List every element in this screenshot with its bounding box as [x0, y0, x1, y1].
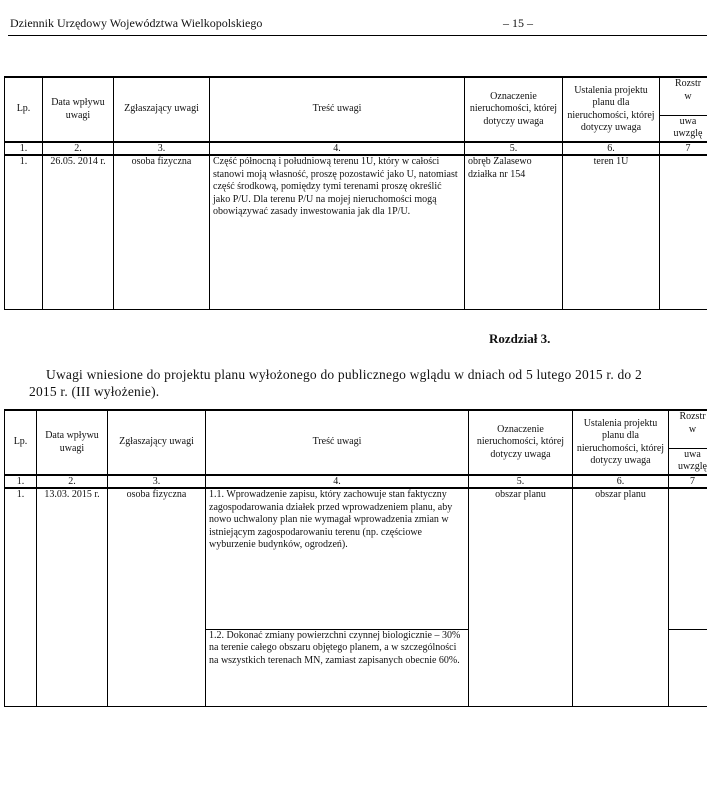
- section-intro: Uwagi wniesione do projektu planu wyłożonego do publicznego wglądu w dniach od 5 lutego 2015 r. do 2 2015 r. (III wyłożenie).: [29, 367, 642, 399]
- col-property-header: Oznaczenie nieruchomości, której dotyczy uwaga: [469, 410, 573, 475]
- num-cell: 6.: [563, 142, 660, 155]
- col-submitter-header: Zgłaszający uwagi: [114, 77, 210, 142]
- row-lp: 1.: [5, 488, 37, 706]
- num-cell: 4.: [206, 475, 469, 488]
- row-resolution-2: [669, 629, 707, 706]
- col-content-header: Treść uwagi: [210, 77, 465, 142]
- col-plan-header: Ustalenia projektu planu dla nieruchomości, której dotyczy uwaga: [573, 410, 669, 475]
- row-submitter: osoba fizyczna: [108, 488, 206, 706]
- col-resolution-header: Rozstr w: [660, 77, 707, 115]
- row-content: Część północną i południową terenu 1U, który w całości stanowi moją własność, proszę pozostawić jako U, natomiast część środkową, pomiędzy tymi terenami proszę określić jako P/U. Dla terenu P/U na mojej nieruchomości mogą obowiązywać zasady inwestowania jak dla 1P/U.: [210, 155, 465, 309]
- row-content-1: 1.1. Wprowadzenie zapisu, który zachowuje stan faktyczny zagospodarowania działek przed wprowadzeniem planu, aby nowo uchwalony plan nie wymagał wprowadzenia zmian w istniejącym zagospodarowaniu terenu (np. częściowe wyburzenie budynków, ogrodzeń).: [206, 488, 469, 629]
- num-cell: 7: [660, 142, 707, 155]
- col-property-header: Oznaczenie nieruchomości, której dotyczy uwaga: [465, 77, 563, 142]
- col-content-header: Treść uwagi: [206, 410, 469, 475]
- num-cell: 1.: [5, 142, 43, 155]
- num-cell: 5.: [469, 475, 573, 488]
- col-plan-header: Ustalenia projektu planu dla nieruchomości, której dotyczy uwaga: [563, 77, 660, 142]
- col-date-header: Data wpływu uwagi: [43, 77, 114, 142]
- section-title: Rozdział 3.: [489, 331, 551, 346]
- row-resolution-1: [669, 488, 707, 629]
- row-content-2: 1.2. Dokonać zmiany powierzchni czynnej biologicznie – 30% na terenie całego obszaru objętego planem, a w szczególności na wszystkich terenach MN, zamiast zapisanych obecnie 60%.: [206, 629, 469, 706]
- remarks-table-2: [4, 409, 707, 707]
- num-cell: 3.: [114, 142, 210, 155]
- col-lp-header: Lp.: [5, 77, 43, 142]
- row-plan: obszar planu: [573, 488, 669, 706]
- num-cell: 2.: [37, 475, 108, 488]
- num-cell: 6.: [573, 475, 669, 488]
- header-divider: [8, 35, 707, 36]
- num-cell: 4.: [210, 142, 465, 155]
- col-resolution-subheader: uwa uwzglę: [660, 115, 707, 142]
- num-cell: 1.: [5, 475, 37, 488]
- page-number: – 15 –: [503, 16, 533, 30]
- num-cell: 2.: [43, 142, 114, 155]
- remarks-table-1: [4, 76, 707, 310]
- col-submitter-header: Zgłaszający uwagi: [108, 410, 206, 475]
- row-date: 13.03. 2015 r.: [37, 488, 108, 706]
- col-lp-header: Lp.: [5, 410, 37, 475]
- row-plan: teren 1U: [563, 155, 660, 309]
- row-property: obręb Zalasewo działka nr 154: [465, 155, 563, 309]
- col-resolution-header: Rozstr w: [669, 410, 707, 448]
- row-property: obszar planu: [469, 488, 573, 706]
- row-lp: 1.: [5, 155, 43, 309]
- row-date: 26.05. 2014 r.: [43, 155, 114, 309]
- row-submitter: osoba fizyczna: [114, 155, 210, 309]
- row-resolution: [660, 155, 707, 309]
- num-cell: 5.: [465, 142, 563, 155]
- num-cell: 7: [669, 475, 707, 488]
- num-cell: 3.: [108, 475, 206, 488]
- journal-title: Dziennik Urzędowy Województwa Wielkopolskiego: [10, 16, 263, 30]
- col-resolution-subheader: uwa uwzglę: [669, 448, 707, 475]
- col-date-header: Data wpływu uwagi: [37, 410, 108, 475]
